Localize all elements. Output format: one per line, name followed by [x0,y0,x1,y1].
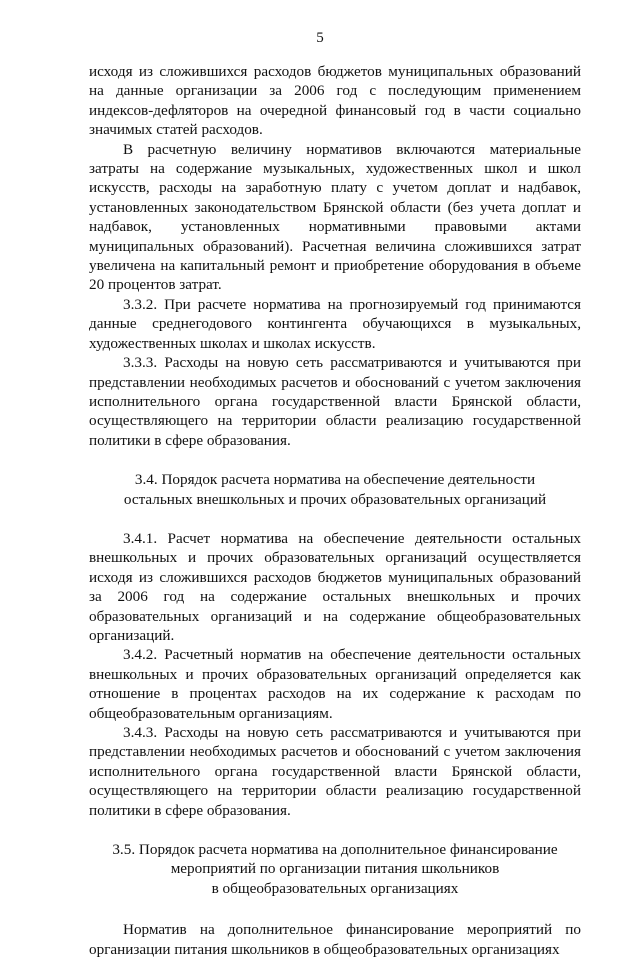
paragraph-continuation: исходя из сложившихся расходов бюджетов муниципальных образований на данные организации за 2006 год с последующим применением индексов-дефляторов на очередной финансовый год в части социально значимых статей расходов. [89,63,581,139]
heading-line: мероприятий по организации питания школьников [170,860,500,878]
heading-line: в общеобразовательных организациях [211,879,459,897]
document-body [89,62,581,959]
paragraph-3-3-3: 3.3.3. Расходы на новую сеть рассматриваются и учитываются при представлении необходимых расчетов и обоснований с учетом заключения исполнительного органа государственной власти Брянской области, осуществляющего на территории области реализацию государственной политики в сфере образования. [89,354,581,449]
paragraph-3-4-3: 3.4.3. Расходы на новую сеть рассматриваются и учитываются при представлении необходимых расчетов и обоснований с учетом заключения исполнительного органа государственной власти Брянской области, осуществляющего на территории области реализацию государственной политики в сфере образования. [89,724,581,819]
heading-line: 3.5. Порядок расчета норматива на дополнительное финансирование [112,841,558,859]
heading-line: остальных внешкольных и прочих образовательных организаций [123,490,547,508]
paragraph-meal-normative: Норматив на дополнительное финансирование мероприятий по организации питания школьников в общеобразовательных организациях [89,921,581,958]
paragraph-normative-costs: В расчетную величину нормативов включаются материальные затраты на содержание музыкальных, художественных школ и школ искусств, расходы на заработную плату с учетом доплат и надбавок, установленных законодательством Брянской области (без учета доплат и надбавок, установленных нормативными правовыми актами муниципальных образований). Расчетная величина сложившихся затрат увеличена на капитальный ремонт и приобретение оборудования в объеме 20 процентов затрат. [89,140,581,294]
section-heading-3-5 [89,840,581,898]
paragraph-3-4-2: 3.4.2. Расчетный норматив на обеспечение деятельности остальных внешкольных и прочих образовательных организаций определяется как отношение в процентах расходов на их содержание к расходам по общеобразовательным организациям. [89,646,581,722]
section-heading-3-4 [89,470,581,509]
paragraph-3-4-1: 3.4.1. Расчет норматива на обеспечение деятельности остальных внешкольных и прочих образовательных организаций осуществляется исходя из сложившихся расходов бюджетов муниципальных образований за 2006 год на содержание остальных внешкольных и прочих образовательных организаций и на содержание общеобразовательных организаций. [89,529,581,644]
heading-line: 3.4. Порядок расчета норматива на обеспечение деятельности [134,471,536,489]
paragraph-3-3-2: 3.3.2. При расчете норматива на прогнозируемый год принимаются данные среднегодового контингента обучающихся в музыкальных, художественных школах и школах искусств. [89,295,581,352]
page-number: 5 [316,30,324,46]
